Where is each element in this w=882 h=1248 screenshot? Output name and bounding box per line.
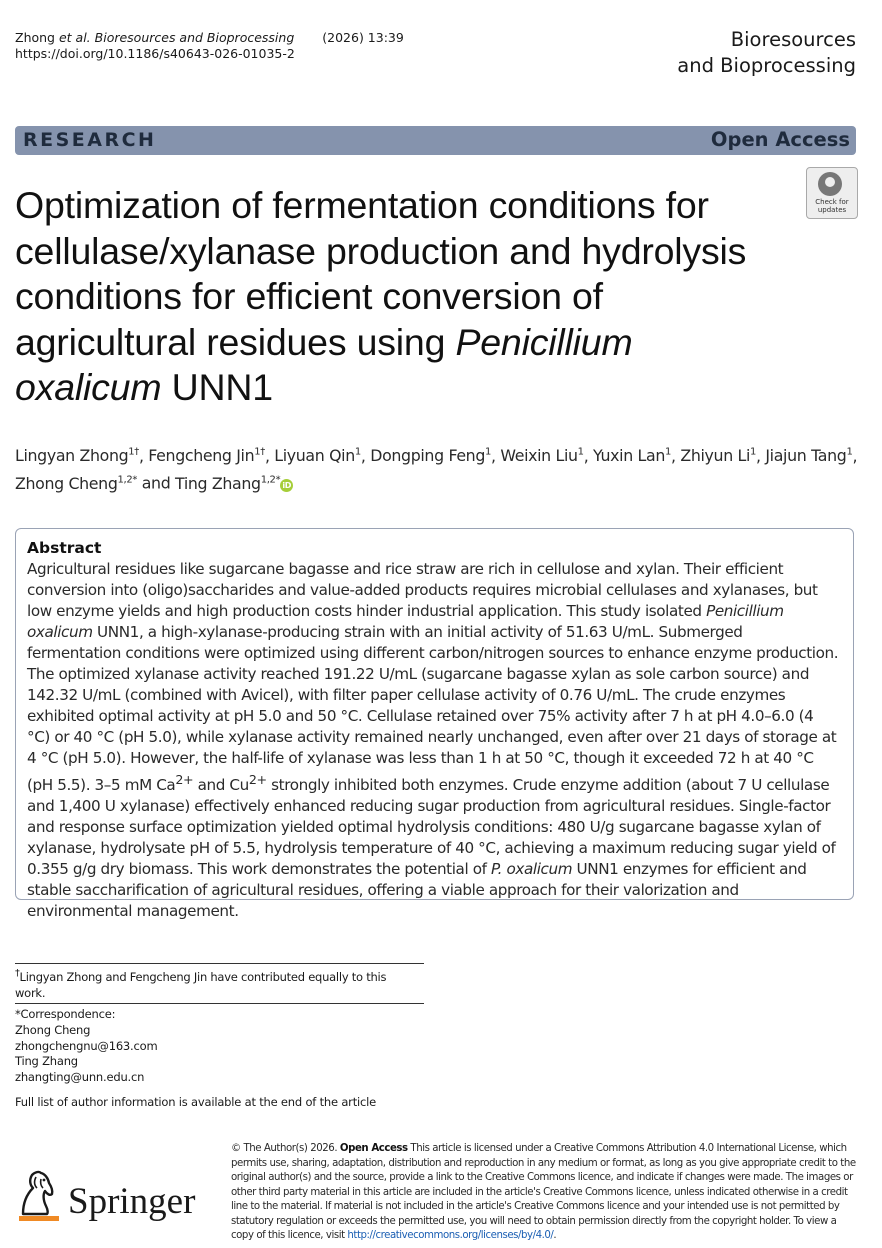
author-separator: , [756,446,766,466]
horse-icon [15,1170,59,1216]
author-affiliation: 1,2* [117,474,138,486]
corresponding-author-name: Ting Zhang [15,1054,78,1069]
author-name: Weixin Liu [500,446,578,466]
article-type-label: RESEARCH [23,129,157,151]
author-info-note: Full list of author information is available at the end of the article [15,1095,376,1109]
open-access-label: Open Access [710,128,850,151]
check-updates-text [807,198,857,214]
springer-accent-bar [19,1216,59,1221]
springer-wordmark: Springer [68,1181,196,1222]
author[interactable] [15,474,137,493]
author-affiliation: 1 [750,447,757,458]
license-link[interactable]: http://creativecommons.org/licenses/by/4.0/ [347,1230,554,1241]
check-updates-icon [818,172,842,196]
corresponding-author-email[interactable]: zhongchengnu@163.com [15,1038,158,1053]
abstract-box [15,528,854,921]
citation-year-volume: (2026) 13:39 [322,30,404,45]
author-separator: , [360,446,371,466]
author[interactable] [148,446,265,465]
author[interactable] [765,446,852,465]
author[interactable] [593,446,671,465]
abstract-seg: and Cu [193,776,249,795]
license-end: . [553,1230,557,1241]
footnote-divider [15,963,424,964]
check-for-updates-badge[interactable] [806,167,858,219]
correspondence-block [15,1007,157,1086]
title-species: Penicillium oxalicum [15,320,633,408]
license-open-access: Open Access [339,1143,408,1154]
check-updates-line2: updates [817,206,847,214]
equal-contribution-note [15,966,415,1001]
title-strain: UNN1 [161,366,273,408]
journal-name [677,27,856,79]
abstract-seg: strongly inhibited both enzymes. Crude enzyme addition (about 7 U cellulase and 1,400 U xylanase) effectively enhanced reducing sugar production from agricultural residues. Single-factor and response surface optimization yielded optimal hydrolysis conditions: 480 U/g sugarcane bagasse xylan of xylanase, hydrolysate pH of 5.5, hydrolysis temperature of 40 °C, achieving a maximum reducing sugar yield of 0.355 g/g dry biomass. This work demonstrates the potential of [27,776,836,879]
equal-contribution-text: Lingyan Zhong and Fengcheng Jin have contributed equally to this work. [15,969,387,1000]
license-statement [231,1142,859,1244]
author[interactable] [175,474,280,493]
citation-header [15,30,404,62]
author-separator: and [137,473,176,493]
author-separator: , [852,446,858,466]
author-name: Zhiyun Li [680,446,751,466]
author-separator: , [491,446,501,466]
correspondence-label: *Correspondence: [15,1007,116,1021]
author[interactable] [680,446,756,465]
ion-charge: 2+ [175,772,194,787]
author-separator: , [671,446,681,466]
footnote-divider [15,1003,424,1004]
corresponding-author-email[interactable]: zhangting@unn.edu.cn [15,1070,145,1085]
abstract-seg: UNN1 enzymes for efficient and stable saccharification of agricultural residues, offering a viable approach for their valorization and environmental management. [27,860,807,921]
article-title [15,183,775,411]
author-name: Yuxin Lan [593,446,665,466]
check-updates-line1: Check for [815,198,849,206]
springer-logo [15,1168,235,1228]
author-affiliation: 1 [577,447,584,458]
author-name: Ting Zhang [175,473,261,493]
abstract-species: P. oxalicum [490,860,573,879]
citation-author: Zhong [15,30,55,45]
abstract-seg: UNN1, a high-xylanase-producing strain with an initial activity of 51.63 U/mL. Submerged fermentation conditions were optimized using different carbon/nitrogen sources to enhance enzyme production. The optimized xylanase activity reached 191.22 U/mL (sugarcane bagasse xylan as sole carbon source) and 142.32 U/mL (combined with Avicel), with filter paper cellulase activity of 0.76 U/mL. The crude enzymes exhibited optimal activity at pH 5.0 and 50 °C. Cellulase retained over 75% activity after 7 h at pH 4.0–6.0 (4 °C) or 40 °C (pH 5.0), while xylanase activity remained nearly unchanged, even after over 21 days of storage at 4 °C (pH 5.0). However, the half-life of xylanase was less than 1 h at 50 °C, though it exceeded 72 h at 40 °C (pH 5.5). 3–5 mM Ca [27,623,839,795]
orcid-icon[interactable]: iD [280,479,293,492]
author[interactable] [500,446,583,465]
author-affiliation: 1† [254,447,265,458]
author-list [15,441,860,496]
author-name: Zhong Cheng [15,473,118,493]
title-main: Optimization of fermentation conditions for cellulase/xylanase production and hydrolysis conditions for efficient conversion of agricultural residues using [15,184,747,363]
license-copyright: © The Author(s) 2026. [231,1143,338,1154]
author-separator: , [264,446,275,466]
author-separator: , [138,446,149,466]
author-name: Jiajun Tang [765,446,847,466]
author-affiliation: 1† [128,447,139,458]
journal-name-line2: and Bioprocessing [677,54,856,77]
abstract-species: Penicillium oxalicum [27,602,784,641]
citation-etal: et al. [58,30,91,45]
author[interactable] [274,446,361,465]
doi-link[interactable]: https://doi.org/10.1186/s40643-026-01035-2 [15,46,295,61]
author-affiliation: 1 [485,447,492,458]
citation-journal: Bioresources and Bioprocessing [94,30,295,45]
author-affiliation: 1 [846,447,853,458]
journal-name-line1: Bioresources [730,28,856,51]
dagger-mark: † [15,968,20,979]
abstract-heading: Abstract [27,539,102,557]
author-name: Fengcheng Jin [148,446,255,466]
ion-charge: 2+ [248,772,267,787]
author[interactable] [15,446,139,465]
corresponding-author-name: Zhong Cheng [15,1022,91,1037]
abstract-seg: Agricultural residues like sugarcane bagasse and rice straw are rich in cellulose and xylan. Their efficient conversion into (oligo)saccharides and value-added products requires microbial cellulases and xylanases, but low enzyme yields and high production costs hinder industrial application. This study isolated [27,560,818,620]
author[interactable] [370,446,491,465]
author-name: Liyuan Qin [274,446,355,466]
author-affiliation: 1,2* [260,474,281,486]
author-name: Dongping Feng [370,446,486,466]
author-name: Lingyan Zhong [15,446,129,466]
abstract-text [27,559,839,922]
citation-line [15,30,404,46]
article-type-banner [15,126,856,155]
author-separator: , [583,446,594,466]
author-affiliation: 1 [354,447,361,458]
license-body: This article is licensed under a Creative Commons Attribution 4.0 International License, which permits use, sharing, adaptation, distribution and reproduction in any medium or format, as long as you give appropriate credit to the original author(s) and the source, provide a link to the Creative Commons licence, and indicate if changes were made. The images or other third party material in this article are included in the article's Creative Commons licence, unless indicated otherwise in a credit line to the material. If material is not included in the article's Creative Commons licence and your intended use is not permitted by statutory regulation or exceeds the permitted use, you will need to obtain permission directly from the copyright holder. To view a copy of this licence, visit [231,1143,856,1241]
author-affiliation: 1 [665,447,672,458]
